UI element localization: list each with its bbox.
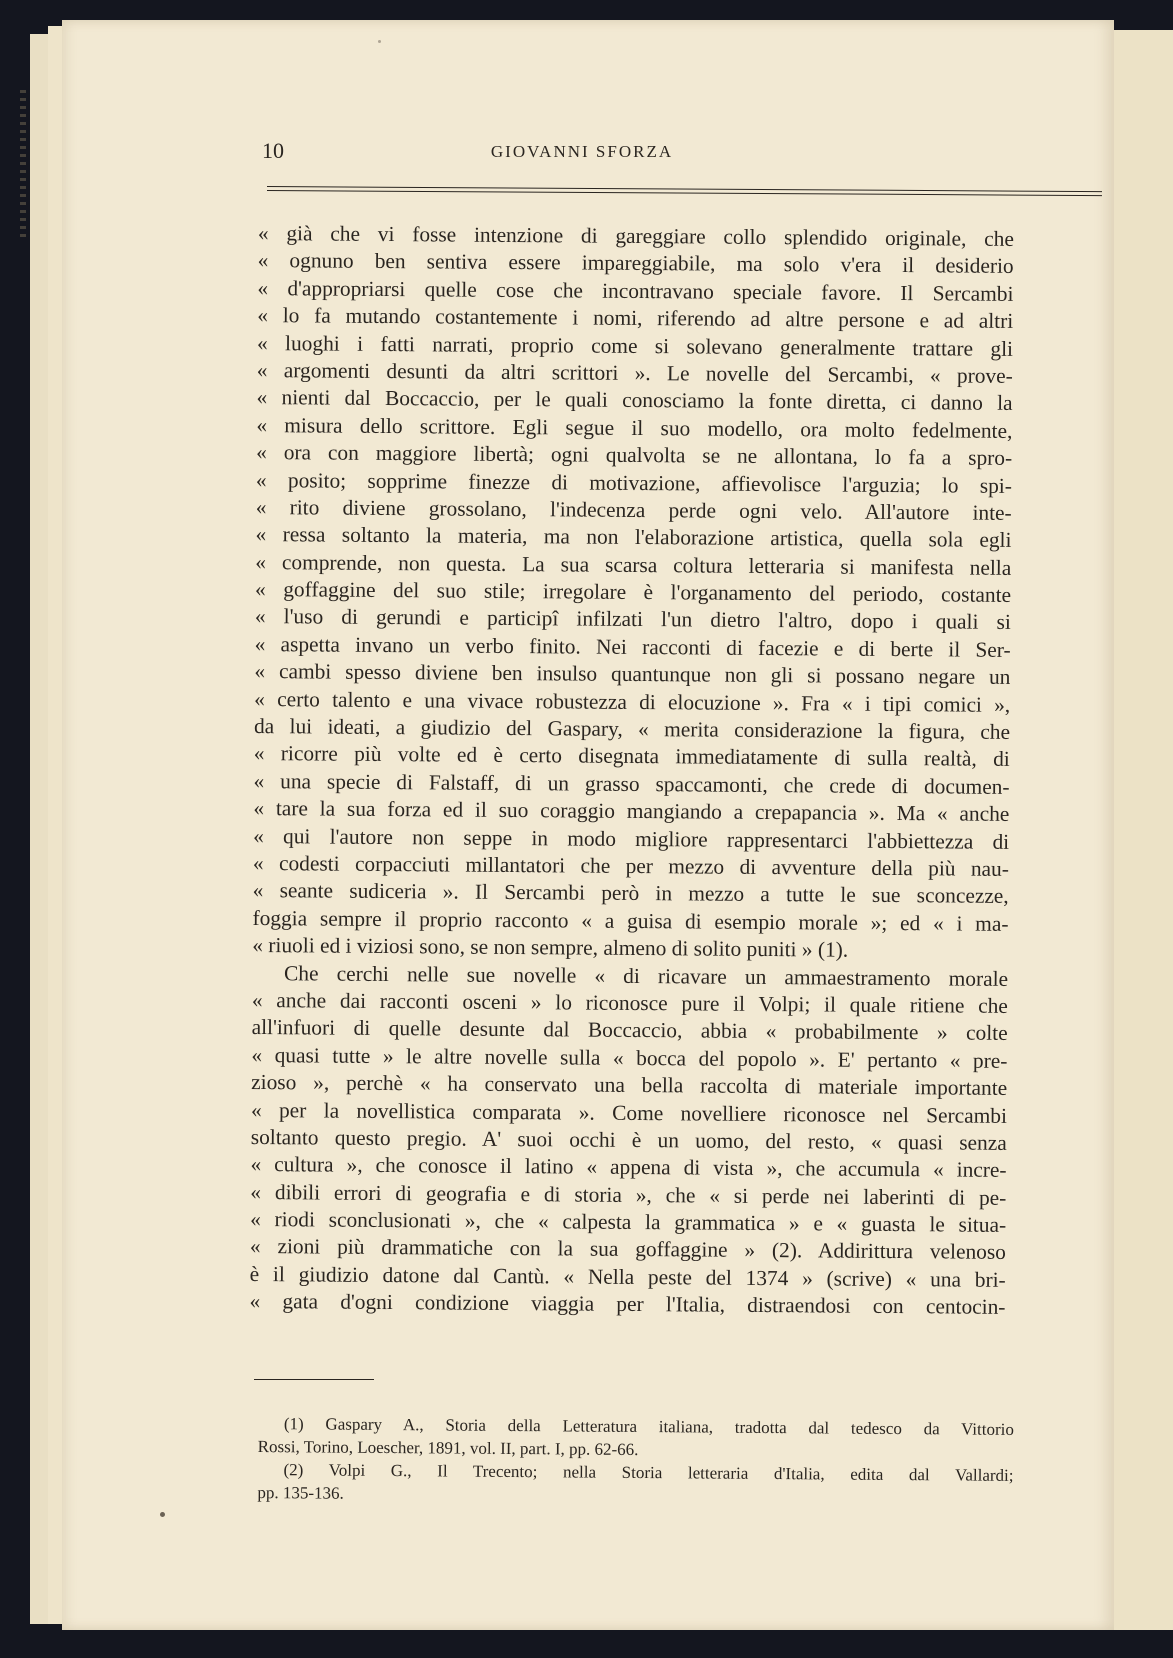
text-line: « d'appropriarsi quelle cose che incontravano speciale favore. Il Sercambi: [257, 275, 1014, 306]
text-line: all'infuori di quelle desunte dal Boccaccio, abbia « probabilmente » colte: [251, 1015, 1008, 1046]
text-line: « quasi tutte » le altre novelle sulla « bocca del popolo ». E' pertanto « pre-: [251, 1042, 1008, 1073]
text-line: « certo talento e una vivace robustezza di elocuzione ». Fra « i tipi comici »,: [254, 686, 1011, 717]
text-line: « tare la sua forza ed il suo coraggio mangiando a crepapancia ». Ma « anche: [253, 796, 1010, 827]
text-line: « ressa soltanto la materia, ma non l'elaborazione artistica, quella sola egli: [255, 522, 1012, 553]
text-line: « rito diviene grossolano, l'indecenza perde ogni velo. All'autore inte-: [255, 494, 1012, 525]
binding-marks: [20, 90, 26, 240]
text-line: zioso », perchè « ha conservato una bella raccolta di materiale importante: [251, 1070, 1008, 1101]
text-line: Che cerchi nelle sue novelle « di ricavare un ammaestramento morale: [283, 960, 1009, 991]
footnote-2-line-1: (2) Volpi G., Il Trecento; nella Storia letteraria d'Italia, edita dal Vallardi;: [283, 1460, 1014, 1485]
header-rule: [267, 186, 1102, 196]
text-line: « cultura », che conosce il latino « appena di vista », che accumula « incre-: [250, 1152, 1007, 1183]
text-line: « luoghi i fatti narrati, proprio come si solevano generalmente trattare gli: [256, 330, 1014, 361]
text-line: « lo fa mutando costantemente i nomi, riferendo ad altre persone e ad altri: [257, 303, 1014, 334]
text-line: « comprende, non questa. La sua scarsa coltura letteraria si manifesta nella: [255, 549, 1012, 580]
text-line: « dibili errori di geografia e di storia », che « si perde nei laberinti di pe-: [250, 1179, 1007, 1210]
running-head: [262, 138, 1122, 168]
text-line: « seante sudiceria ». Il Sercambi però in mezzo a tutte le sue sconcezze,: [252, 878, 1009, 909]
text-line: da lui ideati, a giudizio del Gaspary, « merita considerazione la figura, che: [253, 714, 1011, 744]
text-line: « zioni più drammatiche con la sua goffaggine » (2). Addirittura velenoso: [249, 1234, 1007, 1265]
text-line: foggia sempre il proprio racconto « a guisa di esempio morale »; ed « i ma-: [252, 905, 1009, 936]
paper-speck: [160, 1512, 165, 1517]
text-line: soltanto questo pregio. A' suoi occhi è un uomo, del resto, « quasi senza: [250, 1124, 1007, 1155]
text-line: « gata d'ogni condizione viaggia per l'Italia, distraendosi con centocin-: [249, 1289, 1006, 1320]
text-line: « già che vi fosse intenzione di gareggiare collo splendido originale, che: [257, 220, 1014, 251]
text-line: « riuoli ed i viziosi sono, se non sempre, almeno di solito puniti » (1).: [252, 933, 849, 962]
text-line: « ora con maggiore libertà; ogni qualvolta se ne allontana, lo fa a spro-: [256, 440, 1013, 471]
paper-speck: [378, 40, 381, 43]
body-text: [249, 220, 1014, 1322]
text-line: « nienti dal Boccaccio, per le quali conosciamo la fonte diretta, ci danno la: [256, 385, 1013, 416]
text-line: « cambi spesso diviene ben insulso quantunque non gli si possano negare un: [254, 659, 1011, 690]
text-line: « ognuno ben sentiva essere impareggiabile, ma solo v'era il desiderio: [257, 248, 1014, 279]
footnotes: [257, 1412, 1014, 1510]
text-line: « posito; sopprime finezze di motivazione, affievolisce l'arguzia; lo spi-: [255, 467, 1013, 498]
text-line: « una specie di Falstaff, di un grasso spaccamonti, che crede di documen-: [253, 768, 1010, 799]
text-line: « ricorre più volte ed è certo disegnata immediatamente di sulla realtà, di: [253, 741, 1010, 772]
text-line: « anche dai racconti osceni » lo riconosce pure il Volpi; il quale ritiene che: [251, 987, 1008, 1018]
text-line: « misura dello scrittore. Egli segue il suo modello, ora molto fedelmente,: [256, 412, 1013, 443]
text-line: « qui l'autore non seppe in modo migliore rappresentarci l'abbiettezza di: [253, 823, 1010, 854]
book-page: [62, 20, 1114, 1630]
text-line: « l'uso di gerundi e participî infilzati l'un dietro l'altro, dopo i quali si: [254, 604, 1011, 635]
text-line: « goffaggine del suo stile; irregolare è l'organamento del periodo, costante: [255, 577, 1012, 608]
text-line: « riodi sconclusionati », che « calpesta la grammatica » e « guasta le situa-: [250, 1207, 1007, 1237]
footnote-1-line-2: Rossi, Torino, Loescher, 1891, vol. II, part. I, pp. 62-66.: [257, 1436, 639, 1459]
text-line: « aspetta invano un verbo finito. Nei racconti di facezie e di berte il Ser-: [254, 631, 1011, 662]
page-number: 10: [262, 138, 284, 163]
footnote-2-line-2: pp. 135-136.: [257, 1482, 344, 1503]
text-line: è il giudizio datone dal Cantù. « Nella peste del 1374 » (scrive) « una bri-: [249, 1261, 1006, 1292]
footnote-1-line-1: (1) Gaspary A., Storia della Letteratura italiana, tradotta dal tedesco da Vittorio: [283, 1414, 1014, 1439]
text-line: « per la novellistica comparata ». Come novelliere riconosce nel Sercambi: [250, 1097, 1008, 1128]
text-line: « argomenti desunti da altri scrittori ». Le novelle del Sercambi, « prove-: [256, 357, 1013, 388]
running-head-author: GIOVANNI SFORZA: [490, 142, 674, 161]
footnote-rule: [254, 1379, 374, 1380]
text-line: « codesti corpacciuti millantatori che per mezzo di avventure della più nau-: [252, 850, 1010, 881]
